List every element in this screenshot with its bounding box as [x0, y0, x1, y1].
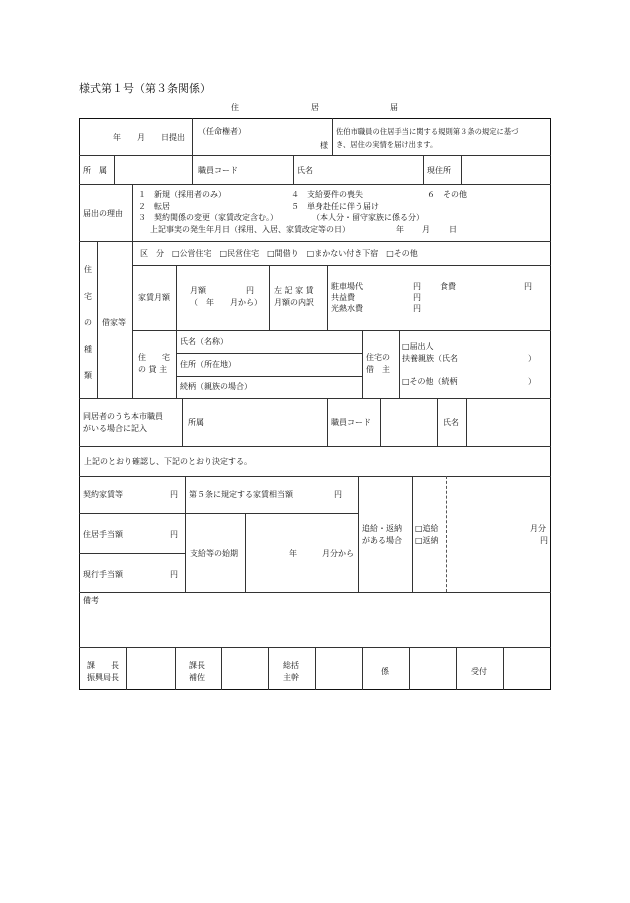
reason-item-4[interactable]: ４ 支給要件の喪失: [291, 190, 363, 199]
title-char-1: 住: [231, 103, 239, 112]
address-label: 現住所: [427, 166, 451, 175]
monthly-rent[interactable]: 月額 円: [190, 286, 254, 295]
common-label: 共益費: [331, 293, 355, 302]
supervisor-label-1: 総括: [283, 661, 299, 670]
lender-other-checkbox[interactable]: □その他（続柄: [402, 377, 458, 386]
start-label: 支給等の始期: [190, 549, 238, 558]
breakdown-label-2: 月額の内訳: [274, 298, 314, 307]
food-yen: 円: [524, 282, 532, 291]
housing-char-4: 種: [84, 345, 92, 354]
dept-field[interactable]: [116, 157, 190, 182]
submission-date[interactable]: 年 月 日提出: [113, 133, 185, 142]
reason-item-5[interactable]: ５ 単身赴任に伴う届け: [291, 202, 379, 211]
lender-other-close: ）: [528, 377, 536, 386]
occurrence-year: 年: [396, 225, 404, 234]
adjustment-label-2: がある場合: [362, 536, 402, 545]
landlord-label-2: の 貸 主: [138, 365, 168, 374]
address-field[interactable]: [463, 157, 549, 182]
allowance-yen: 円: [170, 530, 178, 539]
staff-label: 係: [381, 667, 389, 676]
cohabitant-dept: 所属: [188, 418, 204, 427]
additional-pay-checkbox[interactable]: □追給: [415, 524, 439, 533]
utility-label: 光熱水費: [331, 304, 363, 313]
reason-item-2[interactable]: ２ 転居: [138, 202, 170, 211]
lender-self-checkbox[interactable]: □届出人: [402, 342, 434, 351]
rental-label: 借家等: [102, 318, 126, 327]
parking-label: 駐車場代: [331, 282, 363, 291]
housing-char-1: 住: [84, 265, 92, 274]
occurrence-label: 上記事実の発生年月日（採用、入居、家賃改定等の日）: [150, 225, 350, 234]
lender-dependent[interactable]: 扶養親族（氏名: [402, 354, 458, 363]
reason-item-6[interactable]: ６ その他: [427, 190, 467, 199]
common-yen: 円: [413, 293, 421, 302]
start-from-month: 月分から: [322, 549, 354, 558]
remarks-field[interactable]: [81, 608, 549, 645]
reception-label: 受付: [471, 667, 487, 676]
landlord-label-1: 住 宅: [138, 353, 170, 362]
lender-dependent-close: ）: [528, 354, 536, 363]
food-label: 食費: [440, 282, 456, 291]
housing-char-2: 宅: [84, 292, 92, 301]
lender-label-2: 借 主: [366, 365, 390, 374]
chief-label-2: 振興局長: [87, 673, 119, 682]
honorific: 様: [320, 141, 328, 150]
art5-label: 第５条に規定する家賃相当額: [189, 490, 293, 499]
housing-char-3: の: [84, 318, 92, 327]
start-year: 年: [289, 549, 297, 558]
landlord-address[interactable]: 住所（所在地）: [180, 360, 236, 369]
reason-label: 届出の理由: [83, 209, 123, 218]
housing-category[interactable]: 区 分 □公営住宅 □民営住宅 □間借り □まかない付き下宿 □その他: [140, 249, 418, 258]
cohabitant-name: 氏名: [443, 418, 459, 427]
breakdown-label-1: 左 記 家 賃: [274, 286, 314, 295]
cohabitant-code: 職員コード: [331, 418, 371, 427]
landlord-name[interactable]: 氏名（名称）: [180, 337, 228, 346]
assistant-label-1: 課長: [189, 661, 205, 670]
statement-line1: 佐伯市職員の住居手当に関する規則第３条の規定に基づ: [336, 127, 519, 136]
occurrence-month: 月: [422, 225, 430, 234]
chief-label-1: 課 長: [87, 661, 119, 670]
assistant-label-2: 補佐: [189, 673, 205, 682]
cohabitant-label-2: がいる場合に記入: [83, 424, 147, 433]
return-checkbox[interactable]: □返納: [415, 536, 439, 545]
supervisor-label-2: 主幹: [283, 673, 299, 682]
name-label: 氏名: [297, 166, 313, 175]
allowance-label: 住居手当額: [83, 530, 123, 539]
confirmation-text: 上記のとおり確認し、下記のとおり決定する。: [84, 457, 252, 466]
lender-label-1: 住宅の: [366, 353, 390, 362]
contract-rent-label: 契約家賃等: [83, 490, 123, 499]
cohabitant-label-1: 同居者のうち本市職員: [83, 412, 163, 421]
addressee-label: （任命権者）: [198, 127, 246, 136]
employee-code-label: 職員コード: [198, 166, 238, 175]
title-char-3: 届: [390, 103, 398, 112]
current-allowance-label: 現行手当額: [83, 570, 123, 579]
statement-line2: き、居住の実情を届け出ます。: [336, 140, 438, 149]
month-portion: 月分: [530, 524, 546, 533]
reason-item-3[interactable]: ３ 契約関係の変更（家賃改定含む。）: [138, 213, 278, 222]
current-allowance-yen: 円: [170, 570, 178, 579]
utility-yen: 円: [413, 304, 421, 313]
housing-char-5: 類: [84, 371, 92, 380]
remarks-label: 備考: [83, 596, 99, 605]
parking-yen: 円: [413, 282, 421, 291]
reason-item-1[interactable]: １ 新規（採用者のみ）: [138, 190, 226, 199]
title-char-2: 居: [311, 103, 319, 112]
rent-label: 家賃月額: [138, 293, 170, 302]
reason-item-3-note: （本人分・留守家族に係る分）: [312, 213, 424, 222]
form-number: 様式第１号（第３条関係）: [79, 82, 211, 95]
adjustment-label-1: 追給・返納: [362, 524, 402, 533]
rent-from-month[interactable]: （ 年 月から）: [190, 298, 262, 307]
dept-label: 所 属: [83, 166, 107, 175]
contract-rent-yen: 円: [170, 490, 178, 499]
art5-yen: 円: [334, 490, 342, 499]
landlord-relation[interactable]: 続柄（親族の場合）: [180, 382, 252, 391]
occurrence-day: 日: [449, 225, 457, 234]
adjustment-yen: 円: [540, 536, 548, 545]
